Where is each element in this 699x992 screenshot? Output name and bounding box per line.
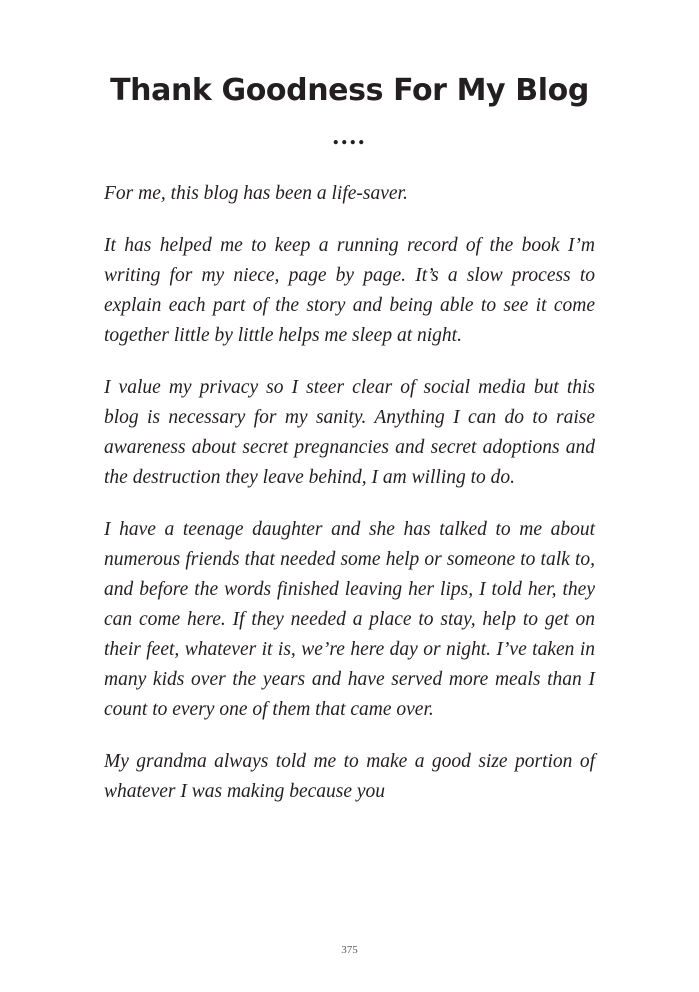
paragraph: I have a teenage daughter and she has talked to me about numerous friends that needed some help or someone to talk to, and before the words finished leaving her lips, I told her, they can come here. If they needed a place to stay, help to get on their feet, whatever it is, we’re here day or night. I’ve taken in many kids over the years and have served more meals than I count to every one of them that came over. — [104, 518, 595, 720]
page-number: 375 — [341, 944, 358, 956]
paragraph: It has helped me to keep a running record of the book I’m writing for my niece, page by page. It’s a slow process to explain each part of the story and being able to see it come together little by little helps me sleep at night. — [104, 234, 595, 346]
paragraph: My grandma always told me to make a good size portion of whatever I was making because you — [104, 750, 595, 802]
paragraph: For me, this blog has been a life-saver. — [104, 182, 408, 204]
page-title: Thank Goodness For My Blog — [110, 73, 589, 108]
body-text — [104, 179, 595, 807]
paragraph: I value my privacy so I steer clear of social media but this blog is necessary for my sanity. Anything I can do to raise awareness about secret pregnancies and secret adoptions and the destruction they leave behind, I am willing to do. — [104, 376, 595, 488]
ornament-divider: .... — [332, 120, 367, 150]
